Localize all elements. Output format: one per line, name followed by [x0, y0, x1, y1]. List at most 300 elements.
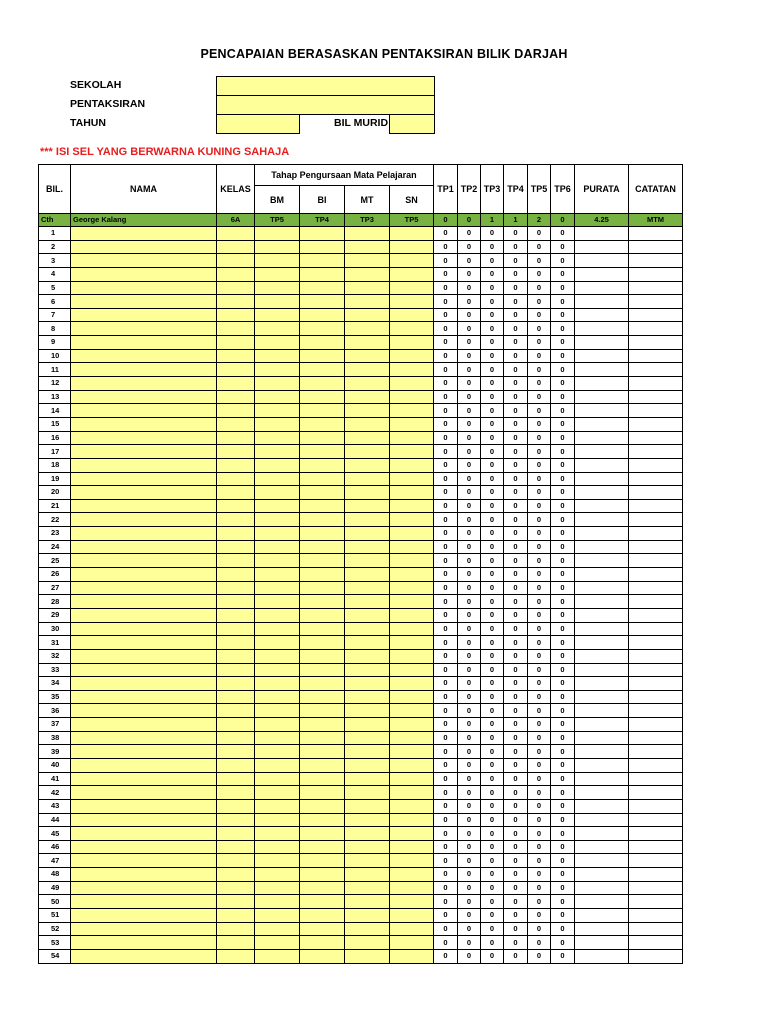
- sn-cell[interactable]: [390, 799, 434, 813]
- name-cell[interactable]: [71, 745, 217, 759]
- bi-cell[interactable]: [300, 909, 345, 923]
- bm-cell[interactable]: [255, 349, 300, 363]
- bi-cell[interactable]: [300, 745, 345, 759]
- tahun-field[interactable]: [216, 114, 300, 134]
- sn-cell[interactable]: [390, 581, 434, 595]
- bi-cell[interactable]: [300, 322, 345, 336]
- kelas-cell[interactable]: [217, 909, 255, 923]
- kelas-cell[interactable]: [217, 840, 255, 854]
- sn-cell[interactable]: [390, 377, 434, 391]
- mt-cell[interactable]: [345, 595, 390, 609]
- bm-cell[interactable]: [255, 240, 300, 254]
- sn-cell[interactable]: [390, 840, 434, 854]
- kelas-cell[interactable]: [217, 922, 255, 936]
- bm-cell[interactable]: [255, 404, 300, 418]
- bi-cell[interactable]: [300, 336, 345, 350]
- kelas-cell[interactable]: [217, 227, 255, 241]
- mt-cell[interactable]: [345, 718, 390, 732]
- kelas-cell[interactable]: [217, 745, 255, 759]
- name-cell[interactable]: [71, 895, 217, 909]
- name-cell[interactable]: [71, 322, 217, 336]
- kelas-cell[interactable]: [217, 458, 255, 472]
- sn-cell[interactable]: [390, 513, 434, 527]
- bi-cell[interactable]: [300, 868, 345, 882]
- bm-cell[interactable]: [255, 363, 300, 377]
- sn-cell[interactable]: [390, 595, 434, 609]
- bi-cell[interactable]: [300, 404, 345, 418]
- sn-cell[interactable]: [390, 881, 434, 895]
- sn-cell[interactable]: [390, 813, 434, 827]
- sn-cell[interactable]: [390, 431, 434, 445]
- mt-cell[interactable]: [345, 377, 390, 391]
- name-cell[interactable]: [71, 472, 217, 486]
- kelas-cell[interactable]: [217, 554, 255, 568]
- kelas-cell[interactable]: [217, 772, 255, 786]
- name-cell[interactable]: [71, 417, 217, 431]
- sn-cell[interactable]: [390, 731, 434, 745]
- kelas-cell[interactable]: [217, 267, 255, 281]
- bi-cell[interactable]: [300, 854, 345, 868]
- sn-cell[interactable]: [390, 349, 434, 363]
- kelas-cell[interactable]: [217, 499, 255, 513]
- mt-cell[interactable]: [345, 527, 390, 541]
- name-cell[interactable]: [71, 786, 217, 800]
- name-cell[interactable]: [71, 909, 217, 923]
- name-cell[interactable]: [71, 854, 217, 868]
- kelas-cell[interactable]: [217, 363, 255, 377]
- sn-cell[interactable]: [390, 404, 434, 418]
- kelas-cell[interactable]: [217, 417, 255, 431]
- bi-cell[interactable]: [300, 431, 345, 445]
- mt-cell[interactable]: [345, 581, 390, 595]
- bm-cell[interactable]: [255, 786, 300, 800]
- sn-cell[interactable]: [390, 827, 434, 841]
- bm-cell[interactable]: [255, 486, 300, 500]
- kelas-cell[interactable]: [217, 636, 255, 650]
- bm-cell[interactable]: [255, 295, 300, 309]
- bi-cell[interactable]: [300, 840, 345, 854]
- name-cell[interactable]: [71, 772, 217, 786]
- mt-cell[interactable]: [345, 690, 390, 704]
- sn-cell[interactable]: [390, 922, 434, 936]
- bi-cell[interactable]: [300, 799, 345, 813]
- bi-cell[interactable]: [300, 499, 345, 513]
- bi-cell[interactable]: [300, 813, 345, 827]
- bi-cell[interactable]: [300, 608, 345, 622]
- bi-cell[interactable]: [300, 718, 345, 732]
- mt-cell[interactable]: [345, 758, 390, 772]
- kelas-cell[interactable]: [217, 704, 255, 718]
- name-cell[interactable]: [71, 949, 217, 963]
- name-cell[interactable]: [71, 295, 217, 309]
- kelas-cell[interactable]: [217, 336, 255, 350]
- bi-cell[interactable]: [300, 254, 345, 268]
- bm-cell[interactable]: [255, 554, 300, 568]
- sn-cell[interactable]: [390, 568, 434, 582]
- mt-cell[interactable]: [345, 745, 390, 759]
- mt-cell[interactable]: [345, 827, 390, 841]
- name-cell[interactable]: [71, 254, 217, 268]
- kelas-cell[interactable]: [217, 622, 255, 636]
- mt-cell[interactable]: [345, 813, 390, 827]
- bi-cell[interactable]: [300, 622, 345, 636]
- mt-cell[interactable]: [345, 322, 390, 336]
- bm-cell[interactable]: [255, 417, 300, 431]
- pentaksiran-field[interactable]: [216, 95, 435, 115]
- kelas-cell[interactable]: [217, 881, 255, 895]
- kelas-cell[interactable]: [217, 649, 255, 663]
- name-cell[interactable]: [71, 704, 217, 718]
- mt-cell[interactable]: [345, 404, 390, 418]
- bm-cell[interactable]: [255, 936, 300, 950]
- sn-cell[interactable]: [390, 445, 434, 459]
- name-cell[interactable]: [71, 731, 217, 745]
- kelas-cell[interactable]: [217, 472, 255, 486]
- kelas-cell[interactable]: [217, 581, 255, 595]
- mt-cell[interactable]: [345, 486, 390, 500]
- bi-cell[interactable]: [300, 568, 345, 582]
- bm-cell[interactable]: [255, 608, 300, 622]
- sn-cell[interactable]: [390, 772, 434, 786]
- kelas-cell[interactable]: [217, 486, 255, 500]
- name-cell[interactable]: [71, 458, 217, 472]
- bm-cell[interactable]: [255, 649, 300, 663]
- name-cell[interactable]: [71, 663, 217, 677]
- kelas-cell[interactable]: [217, 813, 255, 827]
- sn-cell[interactable]: [390, 854, 434, 868]
- mt-cell[interactable]: [345, 677, 390, 691]
- name-cell[interactable]: [71, 922, 217, 936]
- sn-cell[interactable]: [390, 745, 434, 759]
- bm-cell[interactable]: [255, 868, 300, 882]
- bi-cell[interactable]: [300, 949, 345, 963]
- bm-cell[interactable]: [255, 267, 300, 281]
- bm-cell[interactable]: [255, 281, 300, 295]
- sn-cell[interactable]: [390, 622, 434, 636]
- kelas-cell[interactable]: [217, 758, 255, 772]
- bm-cell[interactable]: [255, 527, 300, 541]
- mt-cell[interactable]: [345, 936, 390, 950]
- bi-cell[interactable]: [300, 922, 345, 936]
- bm-cell[interactable]: [255, 677, 300, 691]
- bm-cell[interactable]: [255, 445, 300, 459]
- bm-cell[interactable]: [255, 704, 300, 718]
- mt-cell[interactable]: [345, 417, 390, 431]
- name-cell[interactable]: [71, 527, 217, 541]
- name-cell[interactable]: [71, 554, 217, 568]
- bi-cell[interactable]: [300, 281, 345, 295]
- bi-cell[interactable]: [300, 772, 345, 786]
- bi-cell[interactable]: [300, 267, 345, 281]
- kelas-cell[interactable]: [217, 295, 255, 309]
- mt-cell[interactable]: [345, 458, 390, 472]
- mt-cell[interactable]: [345, 868, 390, 882]
- bm-cell[interactable]: [255, 663, 300, 677]
- kelas-cell[interactable]: [217, 445, 255, 459]
- sn-cell[interactable]: [390, 254, 434, 268]
- kelas-cell[interactable]: [217, 595, 255, 609]
- bi-cell[interactable]: [300, 417, 345, 431]
- mt-cell[interactable]: [345, 663, 390, 677]
- bi-cell[interactable]: [300, 649, 345, 663]
- name-cell[interactable]: [71, 636, 217, 650]
- kelas-cell[interactable]: [217, 854, 255, 868]
- sn-cell[interactable]: [390, 472, 434, 486]
- kelas-cell[interactable]: [217, 690, 255, 704]
- mt-cell[interactable]: [345, 622, 390, 636]
- bm-cell[interactable]: [255, 622, 300, 636]
- kelas-cell[interactable]: [217, 308, 255, 322]
- kelas-cell[interactable]: [217, 540, 255, 554]
- kelas-cell[interactable]: [217, 936, 255, 950]
- sn-cell[interactable]: [390, 608, 434, 622]
- kelas-cell[interactable]: [217, 404, 255, 418]
- sn-cell[interactable]: [390, 718, 434, 732]
- mt-cell[interactable]: [345, 363, 390, 377]
- bil-murid-field[interactable]: [389, 114, 435, 134]
- bi-cell[interactable]: [300, 308, 345, 322]
- kelas-cell[interactable]: [217, 677, 255, 691]
- name-cell[interactable]: [71, 308, 217, 322]
- bi-cell[interactable]: [300, 349, 345, 363]
- bm-cell[interactable]: [255, 568, 300, 582]
- mt-cell[interactable]: [345, 949, 390, 963]
- mt-cell[interactable]: [345, 854, 390, 868]
- mt-cell[interactable]: [345, 922, 390, 936]
- bi-cell[interactable]: [300, 758, 345, 772]
- sn-cell[interactable]: [390, 868, 434, 882]
- sn-cell[interactable]: [390, 486, 434, 500]
- name-cell[interactable]: [71, 881, 217, 895]
- bi-cell[interactable]: [300, 227, 345, 241]
- name-cell[interactable]: [71, 622, 217, 636]
- bm-cell[interactable]: [255, 813, 300, 827]
- kelas-cell[interactable]: [217, 240, 255, 254]
- kelas-cell[interactable]: [217, 254, 255, 268]
- mt-cell[interactable]: [345, 799, 390, 813]
- name-cell[interactable]: [71, 827, 217, 841]
- kelas-cell[interactable]: [217, 799, 255, 813]
- sn-cell[interactable]: [390, 540, 434, 554]
- sn-cell[interactable]: [390, 336, 434, 350]
- bm-cell[interactable]: [255, 772, 300, 786]
- mt-cell[interactable]: [345, 267, 390, 281]
- bm-cell[interactable]: [255, 581, 300, 595]
- sn-cell[interactable]: [390, 895, 434, 909]
- bi-cell[interactable]: [300, 690, 345, 704]
- kelas-cell[interactable]: [217, 349, 255, 363]
- mt-cell[interactable]: [345, 336, 390, 350]
- sn-cell[interactable]: [390, 240, 434, 254]
- mt-cell[interactable]: [345, 240, 390, 254]
- kelas-cell[interactable]: [217, 731, 255, 745]
- sn-cell[interactable]: [390, 499, 434, 513]
- bm-cell[interactable]: [255, 390, 300, 404]
- name-cell[interactable]: [71, 267, 217, 281]
- bm-cell[interactable]: [255, 827, 300, 841]
- name-cell[interactable]: [71, 404, 217, 418]
- name-cell[interactable]: [71, 799, 217, 813]
- kelas-cell[interactable]: [217, 786, 255, 800]
- mt-cell[interactable]: [345, 349, 390, 363]
- bm-cell[interactable]: [255, 909, 300, 923]
- bi-cell[interactable]: [300, 663, 345, 677]
- sn-cell[interactable]: [390, 322, 434, 336]
- sn-cell[interactable]: [390, 949, 434, 963]
- bi-cell[interactable]: [300, 472, 345, 486]
- kelas-cell[interactable]: [217, 663, 255, 677]
- kelas-cell[interactable]: [217, 513, 255, 527]
- bm-cell[interactable]: [255, 336, 300, 350]
- bi-cell[interactable]: [300, 731, 345, 745]
- name-cell[interactable]: [71, 581, 217, 595]
- name-cell[interactable]: [71, 718, 217, 732]
- bi-cell[interactable]: [300, 881, 345, 895]
- mt-cell[interactable]: [345, 786, 390, 800]
- bm-cell[interactable]: [255, 636, 300, 650]
- sn-cell[interactable]: [390, 663, 434, 677]
- mt-cell[interactable]: [345, 608, 390, 622]
- bm-cell[interactable]: [255, 595, 300, 609]
- bi-cell[interactable]: [300, 704, 345, 718]
- bm-cell[interactable]: [255, 513, 300, 527]
- sn-cell[interactable]: [390, 267, 434, 281]
- sn-cell[interactable]: [390, 786, 434, 800]
- name-cell[interactable]: [71, 445, 217, 459]
- name-cell[interactable]: [71, 486, 217, 500]
- bi-cell[interactable]: [300, 581, 345, 595]
- bi-cell[interactable]: [300, 295, 345, 309]
- mt-cell[interactable]: [345, 445, 390, 459]
- sn-cell[interactable]: [390, 281, 434, 295]
- name-cell[interactable]: [71, 431, 217, 445]
- bm-cell[interactable]: [255, 731, 300, 745]
- mt-cell[interactable]: [345, 772, 390, 786]
- sn-cell[interactable]: [390, 458, 434, 472]
- mt-cell[interactable]: [345, 390, 390, 404]
- name-cell[interactable]: [71, 513, 217, 527]
- bm-cell[interactable]: [255, 854, 300, 868]
- bm-cell[interactable]: [255, 895, 300, 909]
- kelas-cell[interactable]: [217, 431, 255, 445]
- bi-cell[interactable]: [300, 486, 345, 500]
- kelas-cell[interactable]: [217, 568, 255, 582]
- bm-cell[interactable]: [255, 458, 300, 472]
- mt-cell[interactable]: [345, 540, 390, 554]
- sn-cell[interactable]: [390, 227, 434, 241]
- bi-cell[interactable]: [300, 363, 345, 377]
- name-cell[interactable]: [71, 677, 217, 691]
- bm-cell[interactable]: [255, 431, 300, 445]
- bi-cell[interactable]: [300, 827, 345, 841]
- sn-cell[interactable]: [390, 308, 434, 322]
- name-cell[interactable]: [71, 240, 217, 254]
- sekolah-field[interactable]: [216, 76, 435, 96]
- sn-cell[interactable]: [390, 690, 434, 704]
- bm-cell[interactable]: [255, 472, 300, 486]
- sn-cell[interactable]: [390, 363, 434, 377]
- name-cell[interactable]: [71, 868, 217, 882]
- name-cell[interactable]: [71, 227, 217, 241]
- name-cell[interactable]: [71, 690, 217, 704]
- name-cell[interactable]: [71, 813, 217, 827]
- bi-cell[interactable]: [300, 936, 345, 950]
- name-cell[interactable]: [71, 281, 217, 295]
- bm-cell[interactable]: [255, 254, 300, 268]
- mt-cell[interactable]: [345, 909, 390, 923]
- kelas-cell[interactable]: [217, 827, 255, 841]
- name-cell[interactable]: [71, 936, 217, 950]
- name-cell[interactable]: [71, 568, 217, 582]
- name-cell[interactable]: [71, 608, 217, 622]
- sn-cell[interactable]: [390, 704, 434, 718]
- mt-cell[interactable]: [345, 308, 390, 322]
- bi-cell[interactable]: [300, 377, 345, 391]
- mt-cell[interactable]: [345, 499, 390, 513]
- bm-cell[interactable]: [255, 690, 300, 704]
- mt-cell[interactable]: [345, 227, 390, 241]
- bm-cell[interactable]: [255, 922, 300, 936]
- bi-cell[interactable]: [300, 390, 345, 404]
- name-cell[interactable]: [71, 595, 217, 609]
- name-cell[interactable]: [71, 390, 217, 404]
- bm-cell[interactable]: [255, 322, 300, 336]
- mt-cell[interactable]: [345, 554, 390, 568]
- bm-cell[interactable]: [255, 377, 300, 391]
- name-cell[interactable]: [71, 649, 217, 663]
- sn-cell[interactable]: [390, 649, 434, 663]
- kelas-cell[interactable]: [217, 868, 255, 882]
- sn-cell[interactable]: [390, 677, 434, 691]
- bi-cell[interactable]: [300, 540, 345, 554]
- sn-cell[interactable]: [390, 936, 434, 950]
- bm-cell[interactable]: [255, 540, 300, 554]
- bm-cell[interactable]: [255, 745, 300, 759]
- kelas-cell[interactable]: [217, 281, 255, 295]
- bi-cell[interactable]: [300, 786, 345, 800]
- mt-cell[interactable]: [345, 704, 390, 718]
- name-cell[interactable]: [71, 377, 217, 391]
- kelas-cell[interactable]: [217, 527, 255, 541]
- kelas-cell[interactable]: [217, 718, 255, 732]
- name-cell[interactable]: [71, 758, 217, 772]
- bm-cell[interactable]: [255, 949, 300, 963]
- bi-cell[interactable]: [300, 554, 345, 568]
- kelas-cell[interactable]: [217, 895, 255, 909]
- mt-cell[interactable]: [345, 431, 390, 445]
- sn-cell[interactable]: [390, 758, 434, 772]
- kelas-cell[interactable]: [217, 377, 255, 391]
- name-cell[interactable]: [71, 499, 217, 513]
- bm-cell[interactable]: [255, 718, 300, 732]
- sn-cell[interactable]: [390, 636, 434, 650]
- sn-cell[interactable]: [390, 295, 434, 309]
- bi-cell[interactable]: [300, 240, 345, 254]
- mt-cell[interactable]: [345, 840, 390, 854]
- name-cell[interactable]: [71, 349, 217, 363]
- bi-cell[interactable]: [300, 513, 345, 527]
- kelas-cell[interactable]: [217, 390, 255, 404]
- mt-cell[interactable]: [345, 513, 390, 527]
- sn-cell[interactable]: [390, 417, 434, 431]
- mt-cell[interactable]: [345, 731, 390, 745]
- bi-cell[interactable]: [300, 636, 345, 650]
- bi-cell[interactable]: [300, 895, 345, 909]
- bi-cell[interactable]: [300, 445, 345, 459]
- sn-cell[interactable]: [390, 390, 434, 404]
- mt-cell[interactable]: [345, 472, 390, 486]
- mt-cell[interactable]: [345, 649, 390, 663]
